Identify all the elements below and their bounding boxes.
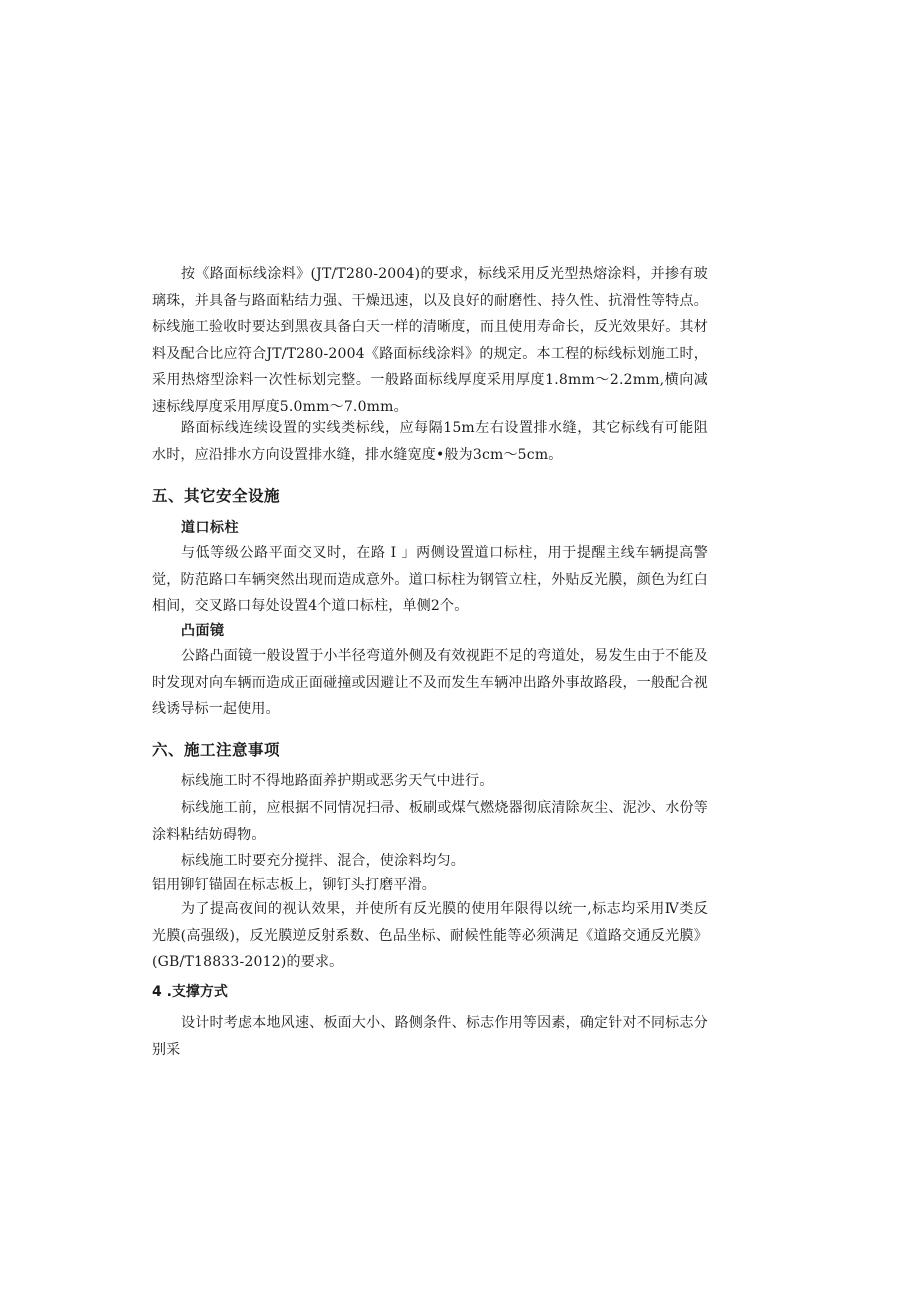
section-6-heading: 六、施工注意事项 xyxy=(152,741,281,759)
support-method-paragraph: 设计时考虑本地风速、板面大小、路侧条件、标志作用等因素，确定针对不同标志分别采 xyxy=(152,1015,708,1058)
construction-note-3: 标线施工时要充分搅拌、混合，使涂料均匀。 xyxy=(181,853,465,869)
construction-note-5: 为了提高夜间的视认效果，并使所有反光膜的使用年限得以统一,标志均采用Ⅳ类反光膜(高强级)，反光膜逆反射系数、色品坐标、耐候性能等必须满足《道路交通反光膜》(GB/T18833-2012)的要求。 xyxy=(152,901,708,970)
crossing-post-heading: 道口标柱 xyxy=(181,520,239,536)
support-method-heading: 4 .支撑方式 xyxy=(152,984,228,1000)
construction-note-4: 铝用铆钉锚固在标志板上，铆钉头打磨平滑。 xyxy=(152,877,436,893)
construction-note-1: 标线施工时不得地路面养护期或恶劣天气中进行。 xyxy=(181,773,494,789)
crossing-post-paragraph: 与低等级公路平面交叉时，在路 I 」两侧设置道口标柱，用于提醒主线车辆提高警觉，防范路口车辆突然出现而造成意外。道口标柱为钢管立柱，外贴反光膜，颜色为红白相间，交叉路口每处设置4个道口标柱，单侧2个。 xyxy=(152,545,708,614)
marking-paragraph-1: 按《路面标线涂料》(JT/T280-2004)的要求，标线采用反光型热熔涂料，并掺有玻璃珠，并具备与路面粘结力强、干燥迅速，以及良好的耐磨性、持久性、抗滑性等特点。标线施工验收时要达到黑夜具备白天一样的清晰度，而且使用寿命长，反光效果好。其材料及配合比应符合JT/T280-2004《路面标线涂料》的规定。本工程的标线标划施工时，采用热熔型涂料一次性标划完整。一般路面标线厚度采用厚度1.8mm～2.2mm,横向减速标线厚度采用厚度5.0mm～7.0mm。 xyxy=(152,266,708,415)
construction-note-2: 标线施工前，应根据不同情况扫帚、板刷或煤气燃烧器彻底清除灰尘、泥沙、水份等涂料粘结妨碍物。 xyxy=(152,800,708,843)
marking-paragraph-2: 路面标线连续设置的实线类标线，应每隔15m左右设置排水缝，其它标线有可能阻水时，应沿排水方向设置排水缝，排水缝宽度•般为3cm～5cm。 xyxy=(152,420,708,463)
convex-mirror-paragraph: 公路凸面镜一般设置于小半径弯道外侧及有效视距不足的弯道处，易发生由于不能及时发现对向车辆而造成正面碰撞或因避让不及而发生车辆冲出路外事故路段，一般配合视线诱导标一起使用。 xyxy=(152,648,708,717)
convex-mirror-heading: 凸面镜 xyxy=(181,623,225,639)
section-5-heading: 五、其它安全设施 xyxy=(152,487,281,505)
